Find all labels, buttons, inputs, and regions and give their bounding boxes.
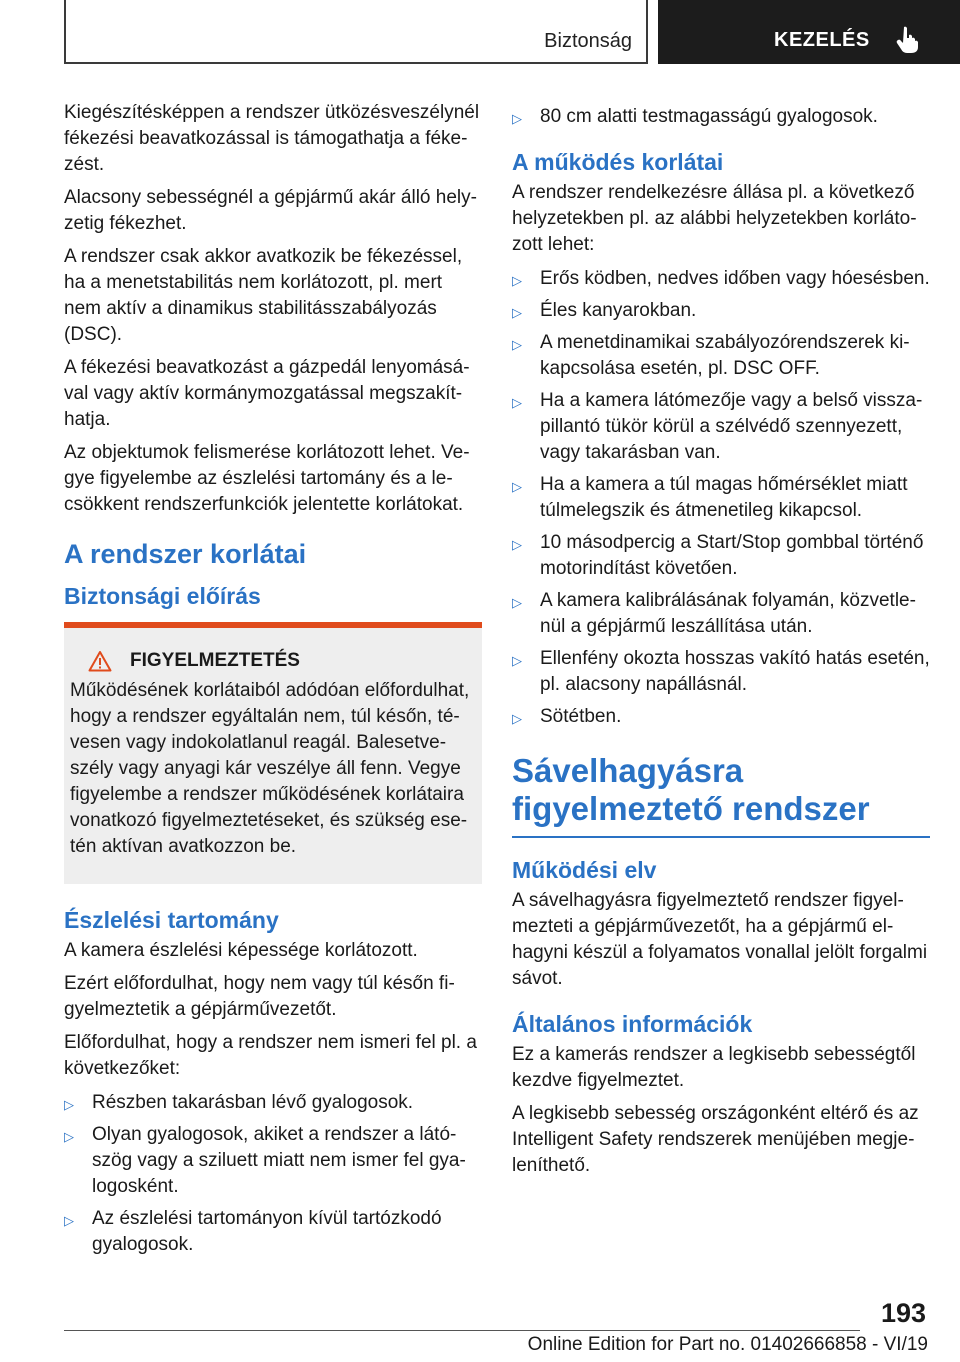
header-section-title: Biztonság [544,30,632,52]
chapter-label: KEZELÉS [774,29,870,51]
triangle-bullet-icon: ▷ [512,537,522,552]
list-item-text: 10 másodpercig a Start/Stop gombbal történő motorindítást követően. [540,532,924,579]
paragraph: Az objektumok felismerése korlátozott lehet. Vegye figyelembe az észlelési tartomány és a lecsökkent rendszerfunkciók jelentette korlátokat. [64,442,470,515]
triangle-bullet-icon: ▷ [64,1129,74,1144]
list-item [64,1090,482,1116]
triangle-bullet-icon: ▷ [512,273,522,288]
footer-edition: Online Edition for Part no. 01402666858 - VI/19 [527,1334,928,1355]
list-item-text: Ha a kamera a túl magas hőmérséklet miatt túlmelegszik és átmenetileg kikapcsol. [540,474,908,521]
pedestrian-list-continued [512,104,930,130]
right-column [512,100,930,1186]
list-item-text: Erős ködben, nedves időben vagy hóesésben. [540,268,930,289]
paragraph: A kamera észlelési képessége korlátozott. [64,940,418,961]
list-item [512,266,930,292]
list-item [512,704,930,730]
triangle-bullet-icon: ▷ [64,1213,74,1228]
heading-function-limits: A működés korlátai [512,149,724,175]
detection-list [64,1090,482,1258]
list-item [512,388,930,466]
triangle-bullet-icon: ▷ [512,479,522,494]
list-item-text: Sötétben. [540,706,622,727]
list-item [64,1206,482,1258]
list-item [512,298,930,324]
heading-system-limits: A rendszer korlátai [64,539,307,569]
heading-safety-note: Biztonsági előírás [64,583,261,609]
heading-operating-principle: Működési elv [512,857,657,883]
function-limits-list [512,266,930,730]
paragraph: Ezért előfordulhat, hogy nem vagy túl későn figyelmeztetik a gépjárművezetőt. [64,973,455,1020]
heading-general-information: Általános információk [512,1011,753,1037]
heading-detection-range: Észlelési tartomány [64,907,279,933]
warning-triangle-icon [88,650,112,672]
triangle-bullet-icon: ▷ [512,395,522,410]
list-item-text: Ha a kamera látómezője vagy a belső visszapillantó tükör körül a szélvédő szennyezett, vagy takarásban van. [540,390,923,463]
paragraph: A rendszer rendelkezésre állása pl. a következő helyzetekben pl. az alábbi helyzetekben korlátozott lehet: [512,182,917,255]
warning-text: Működésének korlátaiból adódóan előfordulhat, hogy a rendszer egyáltalán nem, túl későn, tévesen vagy indokolatlanul reagál. Balesetveszély vagy anyagi kár veszélye áll fenn. Vegye figyelembe a rendszer működésének korlátaira vonatkozó figyelmeztetéseket, és szükség esetén aktívan avatkozzon be. [70,680,470,857]
list-item [64,1122,482,1200]
page-number: 193 [880,1298,926,1328]
list-item-text: A menetdinamikai szabályozórendszerek kikapcsolása esetén, pl. DSC OFF. [540,332,910,379]
paragraph: A rendszer csak akkor avatkozik be fékezéssel, ha a menetstabilitás nem korlátozott, pl. mert nem aktív a dinamikus stabilitásszabályozás (DSC). [64,246,463,345]
list-item [512,646,930,698]
paragraph: A legkisebb sebesség országonként eltérő és az Intelligent Safety rendszerek menüjében megjeleníthető. [512,1103,919,1176]
paragraph: Előfordulhat, hogy a rendszer nem ismeri fel pl. a következőket: [64,1032,477,1079]
heading-lane-departure-warning: Sávelhagyásra figyelmeztető rendszer [512,752,930,838]
triangle-bullet-icon: ▷ [512,653,522,668]
paragraph: A sávelhagyásra figyelmeztető rendszer figyelmezteti a gépjárművezetőt, ha a gépjármű elhagyni készül a folyamatos vonallal jelölt forgalmi sávot. [512,890,928,989]
triangle-bullet-icon: ▷ [64,1097,74,1112]
header-section-box [64,0,648,64]
list-item [512,330,930,382]
list-item-text: A kamera kalibrálásának folyamán, közvetlenül a gépjármű leszállítása után. [540,590,916,637]
list-item [512,472,930,524]
list-item-text: Éles kanyarokban. [540,300,697,321]
triangle-bullet-icon: ▷ [512,711,522,726]
list-item-text: Olyan gyalogosok, akiket a rendszer a látószög vagy a sziluett miatt nem ismer fel gyalogosként. [92,1124,466,1197]
warning-box [64,622,482,884]
paragraph: Ez a kamerás rendszer a legkisebb sebességtől kezdve figyelmeztet. [512,1044,916,1091]
paragraph: Kiegészítésképpen a rendszer ütközésveszélynél fékezési beavatkozással is támogathatja a fékezést. [64,102,480,175]
warning-title: FIGYELMEZTETÉS [130,650,300,671]
triangle-bullet-icon: ▷ [512,337,522,352]
left-column [64,100,482,1264]
triangle-bullet-icon: ▷ [512,111,522,126]
list-item [512,530,930,582]
list-item-text: Részben takarásban lévő gyalogosok. [92,1092,414,1113]
paragraph: Alacsony sebességnél a gépjármű akár álló helyzetig fékezhet. [64,187,477,234]
list-item-text: 80 cm alatti testmagasságú gyalogosok. [540,106,878,127]
triangle-bullet-icon: ▷ [512,305,522,320]
list-item [512,588,930,640]
list-item [512,104,930,130]
list-item-text: Az észlelési tartományon kívül tartózkodó gyalogosok. [92,1208,442,1255]
paragraph: A fékezési beavatkozást a gázpedál lenyomásával vagy aktív kormánymozgatással megszakíthatja. [64,357,470,430]
warning-header [70,650,476,672]
hand-pointer-icon [893,24,923,54]
list-item-text: Ellenfény okozta hosszas vakító hatás esetén, pl. alacsony napállásnál. [540,648,930,695]
footer-divider [64,1330,860,1331]
triangle-bullet-icon: ▷ [512,595,522,610]
